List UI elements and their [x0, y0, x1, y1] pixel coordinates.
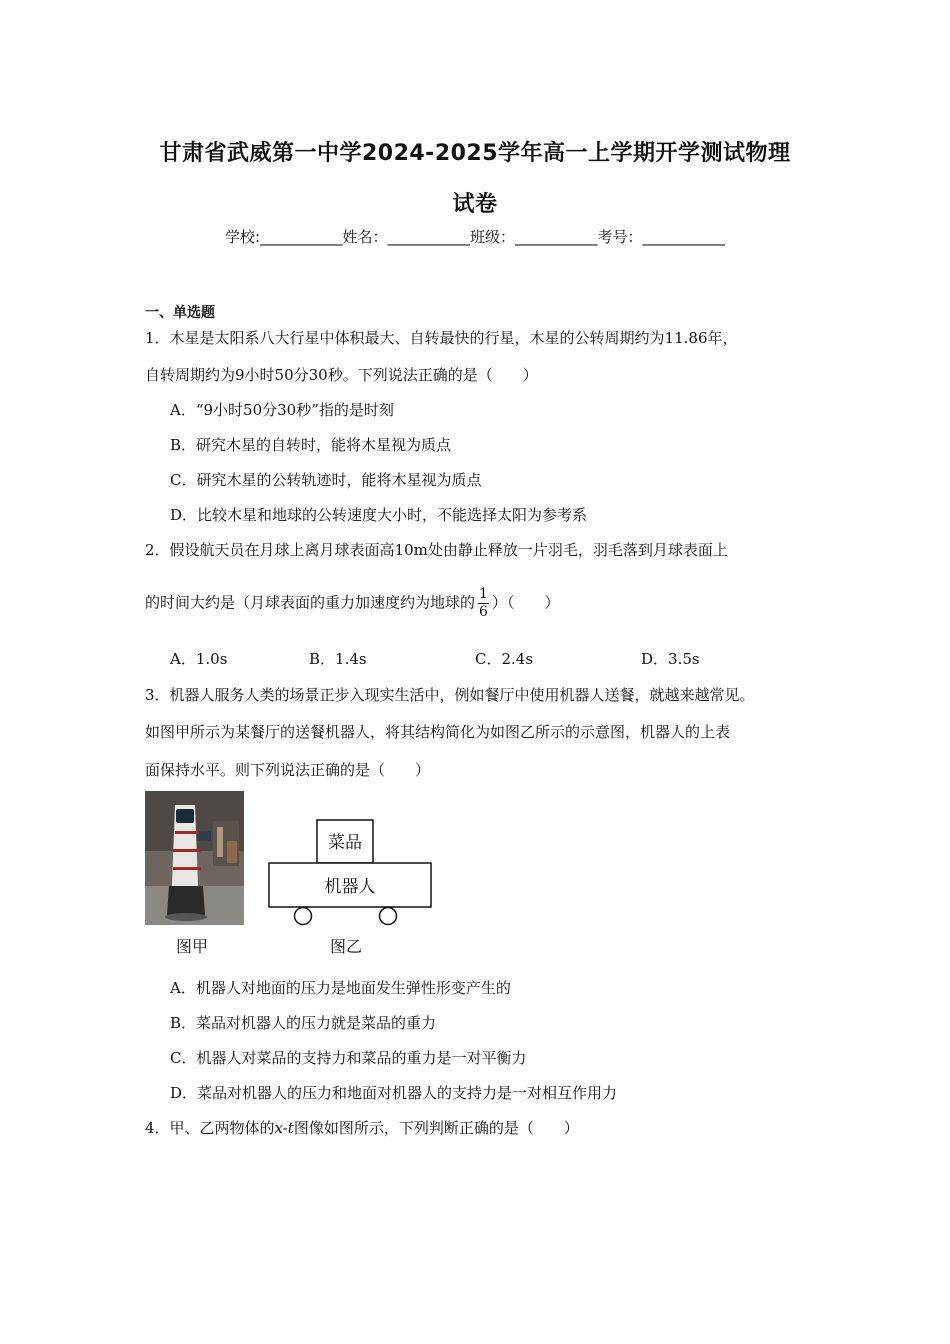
caption-figure-b: 图乙	[330, 937, 363, 956]
robot-diagram	[262, 812, 437, 934]
q2-option-b: B．1.4s	[309, 650, 367, 668]
q1-option-c: C．研究木星的公转轨迹时，能将木星视为质点	[170, 471, 482, 489]
section-heading: 一、单选题	[145, 305, 215, 321]
q3-option-b: B．菜品对机器人的压力就是菜品的重力	[170, 1014, 437, 1032]
exam-title-line2: 试卷	[452, 192, 498, 217]
q2-stem-tail: ）（ ）	[491, 593, 560, 612]
q2-stem-line1: 2．假设航天员在月球上离月球表面高10m处由静止释放一片羽毛，羽毛落到月球表面上	[145, 541, 728, 559]
q4-stem	[145, 1117, 579, 1138]
q3-stem-line2: 如图甲所示为某餐厅的送餐机器人，将其结构简化为如图乙所示的示意图，机器人的上表	[145, 723, 731, 741]
right-wheel	[380, 908, 397, 925]
robot-photo-image	[145, 791, 244, 925]
q3-stem-line3: 面保持水平。则下列说法正确的是（ ）	[145, 761, 431, 779]
robot-label: 机器人	[324, 877, 376, 897]
q3-option-a: A．机器人对地面的压力是地面发生弹性形变产生的	[170, 979, 511, 997]
robot-photo	[145, 791, 244, 925]
q3-option-c: C．机器人对菜品的支持力和菜品的重力是一对平衡力	[170, 1049, 527, 1067]
q2-option-c: C．2.4s	[475, 650, 534, 668]
robot-diagram-svg	[262, 812, 437, 930]
dish-label: 菜品	[328, 833, 362, 853]
q4-stem-text: 4．甲、乙两物体的	[145, 1119, 275, 1137]
q4-xt-symbol: x-t	[274, 1119, 294, 1137]
q1-stem-line1: 1．木星是太阳系八大行星中体积最大、自转最快的行星，木星的公转周期约为11.86年，	[145, 329, 738, 347]
fraction-numerator: 1	[479, 586, 488, 602]
q4-stem-tail: 图像如图所示，下列判断正确的是（ ）	[293, 1119, 579, 1137]
left-wheel	[295, 908, 312, 925]
q1-option-a: A．“9小时50分30秒”指的是时刻	[170, 401, 394, 419]
fraction-one-sixth	[478, 586, 489, 621]
q1-option-d: D．比较木星和地球的公转速度大小时，不能选择太阳为参考系	[170, 506, 588, 524]
exam-title-line1: 甘肃省武威第一中学2024-2025学年高一上学期开学测试物理	[159, 141, 791, 166]
q3-stem-line1: 3．机器人服务人类的场景正步入现实生活中，例如餐厅中使用机器人送餐，就越来越常见。	[145, 686, 755, 704]
caption-figure-a: 图甲	[176, 937, 209, 956]
q1-stem-line2: 自转周期约为9小时50分30秒。下列说法正确的是（ ）	[145, 366, 538, 384]
q2-stem-line2	[145, 586, 559, 621]
q2-option-a: A．1.0s	[170, 650, 228, 668]
fraction-denominator: 6	[479, 604, 488, 620]
q2-option-d: D．3.5s	[641, 650, 700, 668]
q3-option-d: D．菜品对机器人的压力和地面对机器人的支持力是一对相互作用力	[170, 1084, 618, 1102]
q2-stem-text: 的时间大约是（月球表面的重力加速度约为地球的	[145, 593, 476, 612]
q1-option-b: B．研究木星的自转时，能将木星视为质点	[170, 436, 452, 454]
student-info-line: 学校:___________姓名：___________班级：___________考号：___________	[224, 228, 726, 246]
